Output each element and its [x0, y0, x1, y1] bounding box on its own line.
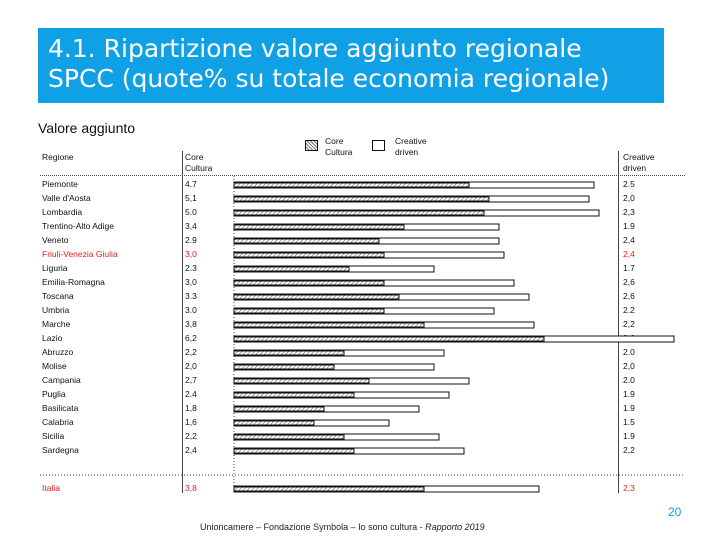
row-core-value: 3.0 — [185, 305, 197, 315]
bar-core — [234, 211, 484, 215]
row-creative-value: 2.2 — [623, 305, 635, 315]
row-creative-value: 1.7 — [623, 263, 635, 273]
row-core-value: 2,2 — [185, 431, 197, 441]
bar-total-italia-core — [234, 487, 424, 491]
row-core-value: 2.9 — [185, 235, 197, 245]
row-creative-value: 2,0 — [623, 193, 635, 203]
row-core-value: 3,8 — [185, 319, 197, 329]
row-creative-value: 2,4 — [623, 249, 635, 259]
chart-figure — [38, 118, 698, 498]
bar-core — [234, 407, 324, 411]
row-label: Sicilia — [42, 431, 65, 441]
row-core-value: 2.4 — [185, 389, 197, 399]
total-core-value: 3,8 — [185, 483, 197, 493]
bar-core — [234, 323, 424, 327]
bar-core — [234, 239, 379, 243]
header-core: Core Cultura — [185, 152, 213, 173]
row-label: Liguria — [42, 263, 68, 273]
bar-core — [234, 309, 384, 313]
bar-core — [234, 435, 344, 439]
row-core-value: 3,4 — [185, 221, 197, 231]
total-label: Italia — [42, 483, 60, 493]
row-core-value: 2,0 — [185, 361, 197, 371]
row-core-value: 1,6 — [185, 417, 197, 427]
row-creative-value: 1.9 — [623, 403, 635, 413]
row-core-value: 2,2 — [185, 347, 197, 357]
row-label: Basilicata — [42, 403, 79, 413]
row-label: Marche — [42, 319, 71, 329]
row-creative-value: 2,3 — [623, 207, 635, 217]
row-core-value: 2,7 — [185, 375, 197, 385]
slide-title — [48, 34, 609, 94]
row-label: Emilia-Romagna — [42, 277, 105, 287]
row-label: Calabria — [42, 417, 74, 427]
row-core-value: 1,8 — [185, 403, 197, 413]
row-label: Puglia — [42, 389, 66, 399]
row-creative-value: 2,6 — [623, 277, 635, 287]
row-core-value: 2,4 — [185, 445, 197, 455]
row-creative-value: 2.5 — [623, 179, 635, 189]
row-label: Trentino-Alto Adige — [42, 221, 114, 231]
row-label: Piemonte — [42, 179, 78, 189]
row-creative-value: 1.9 — [623, 221, 635, 231]
row-core-value: 3,0 — [185, 249, 197, 259]
bar-core — [234, 281, 384, 285]
row-label: Valle d'Aosta — [42, 193, 91, 203]
chart-bars — [38, 118, 698, 498]
total-creative-value: 2,3 — [623, 483, 635, 493]
row-label: Lombardia — [42, 207, 83, 217]
bar-core — [234, 267, 349, 271]
footer-credit — [200, 522, 485, 532]
bar-core — [234, 183, 469, 187]
row-creative-value: 2,2 — [623, 319, 635, 329]
row-label: Lazio — [42, 333, 63, 343]
row-label: Sardegna — [42, 445, 79, 455]
bar-core — [234, 197, 489, 201]
row-core-value: 3.3 — [185, 291, 197, 301]
slide-title-line-2: SPCC (quote% su totale economia regionale) — [48, 64, 610, 93]
row-creative-value: 2.0 — [623, 347, 635, 357]
bar-core — [234, 351, 344, 355]
footer-italic: Rapporto 2019 — [425, 522, 485, 532]
footer-main: Unioncamere – Fondazione Symbola – Io sono cultura - — [200, 522, 426, 532]
row-label: Abruzzo — [42, 347, 74, 357]
row-label: Molise — [42, 361, 67, 371]
legend-core-label: Core Cultura — [325, 136, 353, 157]
row-creative-value: 1.9 — [623, 389, 635, 399]
header-creative: Creative driven — [623, 152, 655, 173]
row-core-value: 3,0 — [185, 277, 197, 287]
bar-core — [234, 337, 544, 341]
row-creative-value: 2,2 — [623, 445, 635, 455]
chart-title: Valore aggiunto — [38, 120, 136, 136]
bar-core — [234, 421, 314, 425]
slide-title-line-1: 4.1. Ripartizione valore aggiunto regionale — [48, 34, 582, 63]
row-label: Umbria — [42, 305, 70, 315]
header-region: Regione — [42, 152, 74, 162]
bar-core — [234, 449, 354, 453]
row-creative-value: 2,0 — [623, 361, 635, 371]
row-creative-value: 2,4 — [623, 235, 635, 245]
row-creative-value: 1.9 — [623, 431, 635, 441]
bar-core — [234, 365, 334, 369]
bar-core — [234, 253, 384, 257]
row-label: Friuli-Venezia Giulia — [42, 249, 118, 259]
row-label: Toscana — [42, 291, 74, 301]
row-core-value: 5,1 — [185, 193, 197, 203]
row-creative-value: 2.0 — [623, 375, 635, 385]
row-core-value: 6,2 — [185, 333, 197, 343]
bar-core — [234, 225, 404, 229]
bar-core — [234, 393, 354, 397]
row-label: Veneto — [42, 235, 69, 245]
row-core-value: 5.0 — [185, 207, 197, 217]
row-label: Campania — [42, 375, 81, 385]
bar-core — [234, 379, 369, 383]
row-core-value: 4.7 — [185, 179, 197, 189]
bar-core — [234, 295, 399, 299]
legend-creative-label: Creative driven — [395, 136, 427, 157]
row-creative-value: 2,6 — [623, 291, 635, 301]
slide-title-box — [38, 28, 664, 103]
page-number: 20 — [668, 505, 682, 519]
row-creative-value: 1.5 — [623, 417, 635, 427]
row-core-value: 2.3 — [185, 263, 197, 273]
